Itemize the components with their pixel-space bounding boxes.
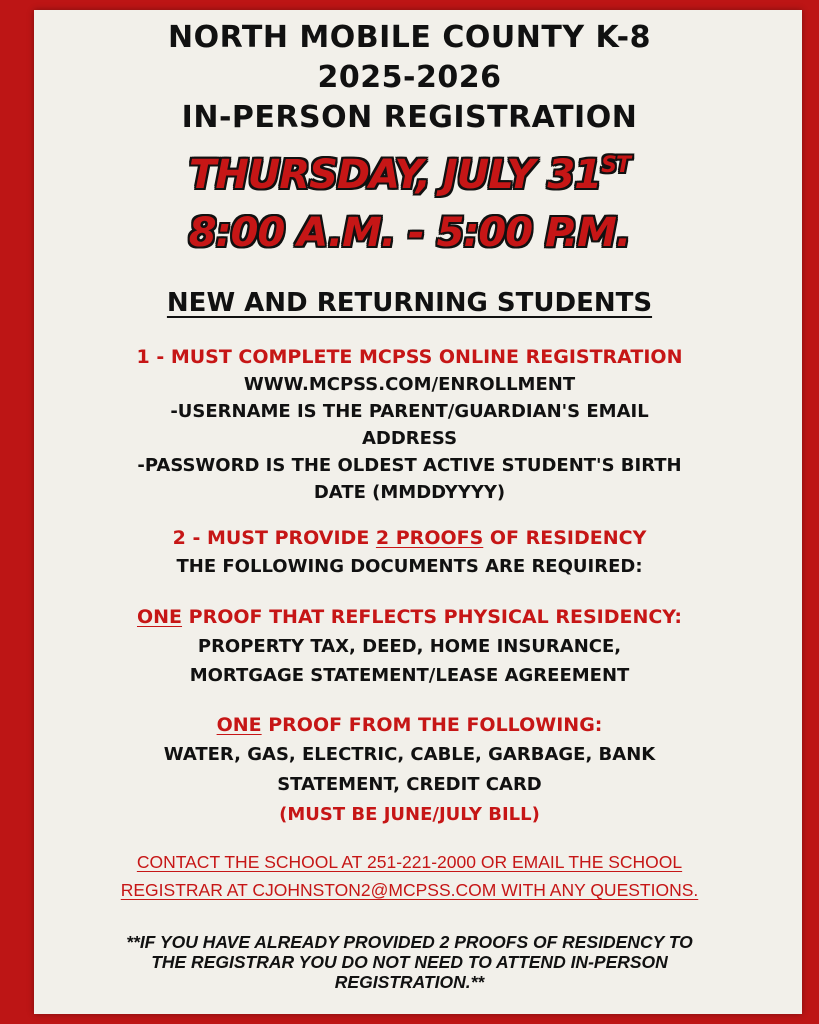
password-instruction-cont: DATE (MMDDYYYY) [313, 482, 506, 503]
step2-heading [0, 527, 819, 549]
contact-line[interactable]: CONTACT THE SCHOOL AT 251-221-2000 OR EMAIL THE SCHOOL [136, 852, 683, 872]
step2-heading-post: OF RESIDENCY [483, 527, 647, 549]
footnote-cont: THE REGISTRAR YOU DO NOT NEED TO ATTEND IN-PERSON [151, 952, 668, 972]
bill-date-note: (MUST BE JUNE/JULY BILL) [279, 804, 540, 825]
proof1-items: PROPERTY TAX, DEED, HOME INSURANCE, [197, 636, 622, 657]
enrollment-url: WWW.MCPSS.COM/ENROLLMENT [243, 374, 576, 395]
event-date [0, 152, 819, 198]
proof2-items-cont: STATEMENT, CREDIT CARD [277, 774, 542, 795]
documents-required: THE FOLLOWING DOCUMENTS ARE REQUIRED: [176, 556, 643, 577]
footnote: **IF YOU HAVE ALREADY PROVIDED 2 PROOFS OF RESIDENCY TO [126, 932, 693, 952]
event-time: 8:00 A.M. - 5:00 P.M. [188, 210, 631, 256]
school-year: 2025-2026 [317, 60, 502, 95]
event-date-suffix: ST [601, 153, 630, 178]
proof2-heading-text: PROOF FROM THE FOLLOWING: [261, 714, 603, 736]
step2-heading-pre: 2 - MUST PROVIDE [172, 527, 376, 549]
proof2-items: WATER, GAS, ELECTRIC, CABLE, GARBAGE, BANK [163, 744, 656, 765]
proof1-heading-text: PROOF THAT REFLECTS PHYSICAL RESIDENCY: [182, 606, 683, 628]
password-instruction: -PASSWORD IS THE OLDEST ACTIVE STUDENT'S BIRTH [137, 455, 682, 476]
event-date-text: THURSDAY, JULY 31 [189, 152, 602, 198]
proof2-one: ONE [216, 714, 262, 736]
username-instruction-cont: ADDRESS [361, 428, 458, 449]
proof2-heading [0, 714, 819, 736]
contact-email-line[interactable]: REGISTRAR AT CJOHNSTON2@MCPSS.COM WITH ANY QUESTIONS. [120, 880, 699, 900]
proof1-one: ONE [136, 606, 183, 628]
footnote-end: REGISTRATION.** [334, 972, 485, 992]
step2-heading-em: 2 PROOFS [375, 527, 484, 549]
registration-title: IN-PERSON REGISTRATION [181, 100, 638, 135]
step1-heading: 1 - MUST COMPLETE MCPSS ONLINE REGISTRATION [136, 346, 683, 368]
username-instruction: -USERNAME IS THE PARENT/GUARDIAN'S EMAIL [170, 401, 649, 422]
school-name: NORTH MOBILE COUNTY K-8 [168, 20, 651, 55]
section-title: NEW AND RETURNING STUDENTS [166, 288, 653, 318]
proof1-heading [0, 606, 819, 628]
proof1-items-cont: MORTGAGE STATEMENT/LEASE AGREEMENT [189, 665, 630, 686]
